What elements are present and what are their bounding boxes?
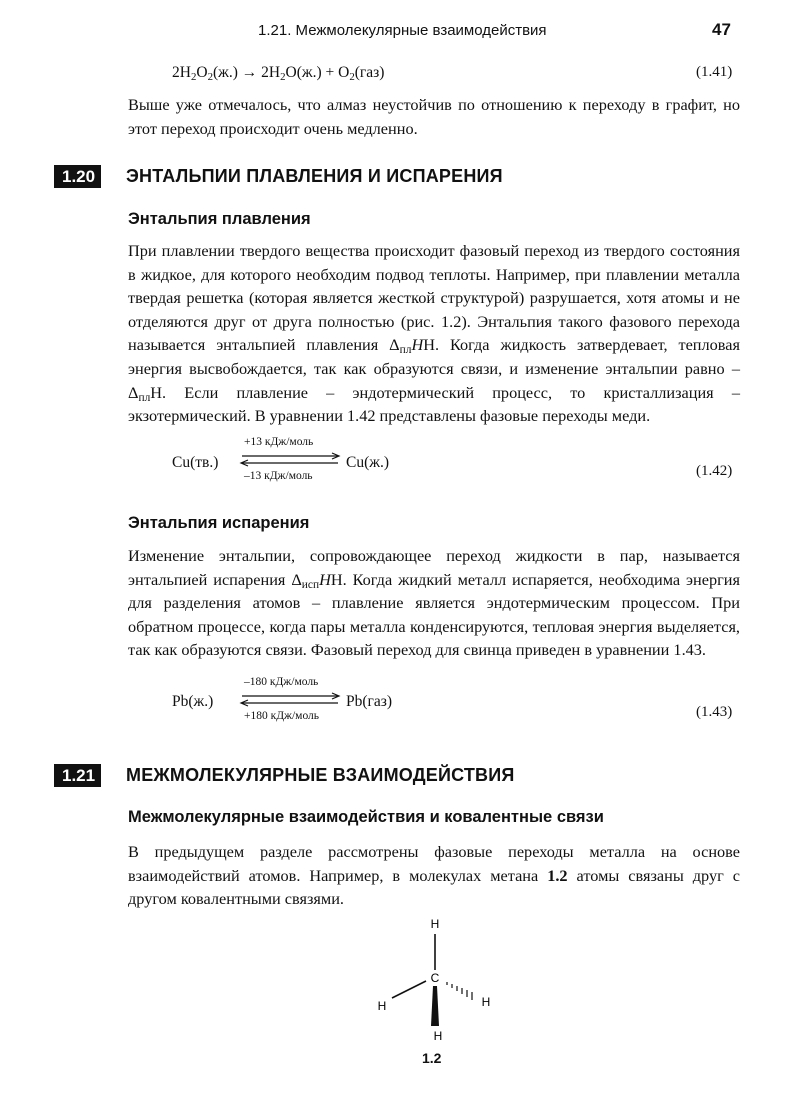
equation-number-1-42: (1.42) (696, 463, 733, 479)
equation-1-41: $2H_2O_2(ж.) \to 2H_2O(ж.) + O_2(газ)$ (172, 64, 385, 83)
paragraph-methane: В предыдущем разделе рассмотрены фазовые переходы металла на основе взаимодействий атомов. Например, в молекулах метана 1.2 атомы связаны друг с другом ковалентными связями. (128, 842, 740, 909)
section-title: МЕЖМОЛЕКУЛЯРНЫЕ ВЗАИМОДЕЙСТВИЯ (126, 765, 515, 785)
eq143-bottom-label: +180 кДж/моль (244, 710, 320, 722)
eq143-top-label: –180 кДж/моль (244, 676, 319, 688)
eq143-left: Pb(ж.) (172, 693, 214, 710)
page-number: 47 (712, 20, 731, 39)
subsection-title: Энтальпия плавления (128, 210, 311, 228)
paragraph-text: Выше уже отмечалось, что алмаз неустойчив по отношению к переходу в графит, но этот переход происходит очень медленно. (128, 95, 740, 138)
paragraph-diamond (128, 93, 740, 140)
eq143-right: Pb(газ) (346, 693, 393, 710)
atom-label-h-top: H (430, 917, 440, 931)
section-number-badge: 1.20 (54, 165, 101, 188)
atom-label-h-right: H (481, 995, 491, 1009)
eq142-right: Cu(ж.) (346, 454, 389, 471)
subsection-title: Межмолекулярные взаимодействия и ковалентные связи (128, 808, 604, 826)
eq142-left: Cu(тв.) (172, 454, 219, 471)
paragraph-vaporization: Изменение энтальпии, сопровождающее переход жидкости в пар, называется энтальпией испарения $\Delta_{исп}HH$. Когда жидкий металл испаряется, необходима энергия для разделения атомов – плавление является эндотермическим процессом. При обратном процессе, когда пары металла конденсируются, тепловая энергия выделяется, так как образуются связи. Фазовый переход для свинца приведен в уравнении 1.43. (128, 546, 740, 660)
eq142-top-label: +13 кДж/моль (244, 436, 314, 448)
running-header: 1.21. Межмолекулярные взаимодействия (258, 22, 547, 39)
figure-caption: 1.2 (422, 1050, 442, 1066)
eq142-bottom-label: –13 кДж/моль (244, 470, 313, 482)
equation-number-1-43: (1.43) (696, 704, 733, 720)
atom-label-h-left: H (377, 999, 387, 1013)
subsection-title: Энтальпия испарения (128, 514, 310, 532)
atom-label-c: C (430, 971, 440, 985)
equation-number-1-41: (1.41) (696, 64, 733, 80)
section-number-badge: 1.21 (54, 764, 101, 787)
paragraph-fusion: При плавлении твердого вещества происходит фазовый переход из твердого состояния в жидкое, для которого необходим подвод теплоты. Например, при плавлении металла твердая решетка (которая является жесткой структурой) разрушается, хотя атомы и не отделяются друг от друга полностью (рис. 1.2). Энтальпия такого фазового перехода называется энтальпией плавления $\Delta_{пл}HH$. Когда жидкость затвердевает, тепловая энергия высвобождается, так как образуются связи, и изменение энтальпии равно $-\Delta_{пл}H$. Если плавление – эндотермический процесс, то кристаллизация – экзотермический. В уравнении 1.42 представлены фазовые переходы меди. (128, 241, 740, 426)
atom-label-h-bottom: H (433, 1029, 443, 1043)
section-title: ЭНТАЛЬПИИ ПЛАВЛЕНИЯ И ИСПАРЕНИЯ (126, 166, 503, 186)
equilibrium-arrow-icon (238, 452, 342, 468)
methane-structure-diagram (360, 910, 510, 1060)
equilibrium-arrow-icon (238, 692, 342, 708)
